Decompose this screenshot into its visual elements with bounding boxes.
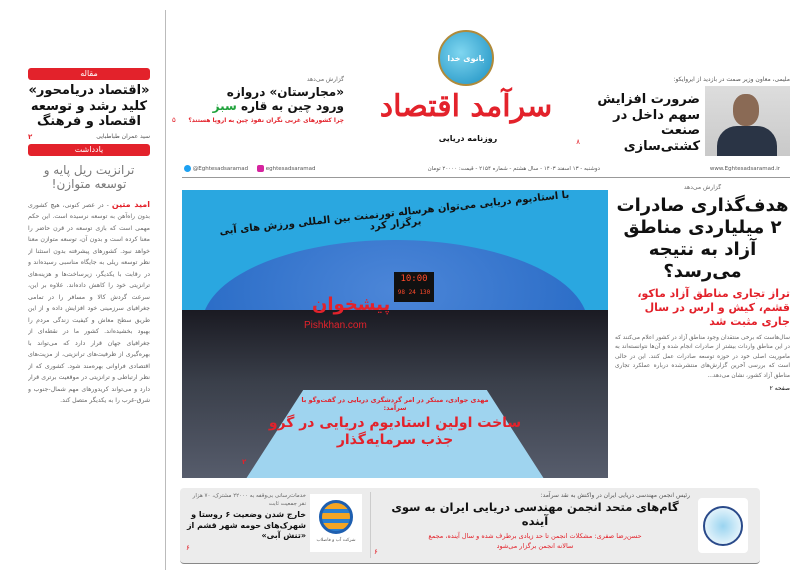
bottom-box	[180, 488, 760, 564]
right-kicker: گزارش می‌دهد	[683, 184, 722, 191]
scoreboard: 10:00 130 24 98	[394, 272, 434, 302]
left-author: سید عمران طباطبایی	[96, 133, 150, 141]
photo-kicker: مهدی جوادی، مبتکر در امر گردشگری دریایی در گفت‌وگو با سرآمد:	[301, 396, 489, 412]
water-logo-caption: شرکت آب و فاضلاب	[316, 538, 356, 543]
date-line: دوشنبه - ۱۳ اسفند ۱۴۰۳ - سال هشتم - شماره ۲۱۵۴ - قیمت: ۲۰۰۰۰ تومان	[427, 166, 600, 172]
newspaper-logo[interactable]	[348, 28, 584, 158]
headline-line-1: «مجارستان» دروازه	[226, 85, 344, 99]
top-left-headline[interactable]	[172, 85, 344, 114]
left-page[interactable]: ۲	[28, 132, 33, 141]
section-label-article: مقاله	[28, 68, 150, 80]
top-right-headline[interactable]: ضرورت افزایش سهم داخل در صنعت کشتی‌سازی	[597, 92, 700, 154]
left-column	[28, 68, 150, 570]
main-photo[interactable]	[182, 190, 608, 478]
instagram-handle[interactable]: eghtesadsaramad	[257, 163, 315, 175]
photo-arc-text: با استادیوم دریایی می‌توان هرساله تورنمنت بین المللی ورزش های آبی برگزار کرد	[218, 190, 570, 238]
official-photo	[705, 86, 790, 156]
photo-caption	[260, 396, 530, 449]
note-author: امید متین	[111, 199, 150, 209]
top-left-sub: چرا کشورهای غربی نگران نفوذ چین به اروپا هستند؟	[188, 116, 344, 124]
bottom-kicker: رئیس انجمن مهندسی دریایی ایران در واکنش به نقد سرآمد:	[540, 492, 690, 499]
website[interactable]: www.Eghtesadsaramad.ir	[709, 166, 780, 172]
bottom-left-headline[interactable]: خارج شدن وضعیت ۶ روستا و شهرک‌های حومه شهر قشم از «تنش آبی»	[186, 510, 306, 540]
bottom-page[interactable]: ۶	[374, 548, 378, 556]
note-title[interactable]: ترانزیت ریل پایه و توسعه متوازن!	[43, 162, 135, 192]
right-body: سال‌هاست که برخی منتقدان وجود مناطق آزاد در کشور اعلام می‌کنند که در این مناطق واردات بیشتر از صادرات انجام شده و آن‌ها نتوانسته‌اند به ماموریت اصلی خود در حوزه توسعه صادرات عمل کنند. این در حالی است که بررسی آخرین گزارش‌های منتشرشده درباره عملکرد تجاری مناطق آزاد کشور، نشان می‌دهد...	[615, 334, 790, 379]
right-sub: تراز تجاری مناطق آزاد ماکو، قشم، کیش و ارس در سال جاری مثبت شد	[637, 286, 790, 329]
bottom-headline[interactable]: گام‌های متحد انجمن مهندسی دریایی ایران به سوی آینده	[391, 500, 679, 528]
photo-page[interactable]: ۲	[242, 458, 247, 466]
masthead-page-mark[interactable]: ۸	[576, 138, 580, 146]
association-logo	[698, 498, 748, 553]
masthead-rule	[182, 177, 790, 178]
headline-line-2: ورود چین به قاره	[236, 99, 344, 114]
bottom-left-page[interactable]: ۶	[186, 543, 190, 552]
right-headline[interactable]: هدف‌گذاری صادرات ۲ میلیاردی مناطق آزاد به نتیجه می‌رسد؟	[616, 195, 789, 282]
twitter-icon	[184, 165, 191, 172]
photo-headline[interactable]: ساخت اولین استادیوم دریایی در گرو جذب سرمایه‌گذار	[268, 415, 522, 448]
left-headline[interactable]: «اقتصاد دریامحور» کلید رشد و توسعه اقتصاد و فرهنگ	[28, 83, 150, 130]
top-left-kicker: گزارش می‌دهد	[306, 76, 344, 83]
info-bar	[182, 163, 790, 175]
right-page[interactable]: صفحه ۲	[769, 385, 790, 393]
badge-text: بانوی خدا	[447, 53, 485, 63]
top-left-block	[172, 76, 344, 124]
section-label-note: یادداشت	[28, 144, 150, 156]
badge-icon	[438, 30, 494, 86]
logo-wordmark: سرآمد اقتصاد	[379, 89, 553, 124]
watermark-en: Pishkhan.com	[304, 320, 367, 331]
right-column	[615, 184, 790, 476]
water-company-logo	[310, 494, 362, 552]
note-text: - در عصر کنونی، هیچ کشوری بدون راه‌آهن به توسعه نرسیده است. این حکم مهمی است که بازی توسعه در قرن حاضر را معنا کرده است و بدون آن، توسعه متوازن معنا خواهد نبود. کشورهای پیشرفته بدون استثنا از نظر توسعه ریلی به جایگاه مناسبی رسیده‌اند و در رقابت با یکدیگر، زیرساخت‌ها و هزینه‌های ترانزیتی خود را کاهش داده‌اند. علاوه بر این، سرعت گردش کالا و مسافر را در تمامی جغرافیای سرزمینی خود افزایش داده و از این طریق سطح معاش و کیفیت زندگی مردم را بهبود بخشیده‌اند. کشور ما در نقطه‌ای از جغرافیای جهان قرار دارد که می‌تواند با بهره‌گیری از ظرفیت‌های ترانزیتی، از مزیت‌های اقتصادی فراوانی بهره‌مند شود. کشوری که از نظر ارتباطی و ترانزیتی در موقعیت برتری قرار دارد و می‌تواند کریدورهای مهم شمال-جنوب و شرق-غرب را به یکدیگر متصل کند.	[28, 201, 150, 405]
bottom-left-block	[186, 492, 306, 562]
instagram-icon	[257, 165, 264, 172]
watermark-fa: پیشخوان	[312, 294, 391, 315]
twitter-handle[interactable]: @Eghtesadsaramad	[184, 163, 248, 175]
bottom-main	[380, 492, 690, 551]
note-body	[28, 199, 150, 407]
masthead-subtitle: روزنامه دریایی	[438, 134, 498, 143]
top-right-kicker: ملیمی، معاون وزیر صمت در بازدید از ایروایکو:	[673, 76, 790, 83]
top-left-page[interactable]: ۵	[172, 115, 176, 124]
headline-green-word: سبز	[212, 99, 237, 114]
column-divider	[165, 10, 166, 570]
bottom-left-kicker: خدمات‌رسانی بی‌وقفه به ۲۲۰۰۰ مشترک، ۷۰ هزار نفر جمعیت ثابت	[192, 493, 306, 507]
bottom-sub: حسن‌رضا صفری: مشکلات انجمن تا حد زیادی برطرف شده و سال آینده، مجمع سالانه انجمن برگزار می‌شود	[428, 531, 642, 550]
